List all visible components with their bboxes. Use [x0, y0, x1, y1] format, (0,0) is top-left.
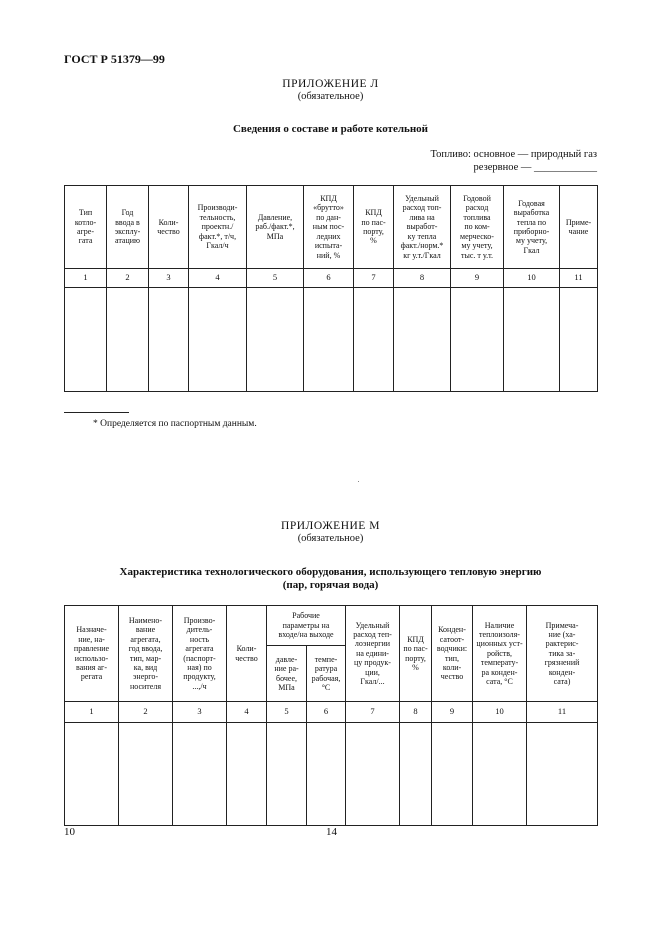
table-cell	[173, 723, 227, 826]
header-text: Гкал/...	[360, 677, 385, 687]
header-text: расход топ-	[402, 203, 442, 213]
header-text: носителя	[129, 681, 162, 691]
document-code: ГОСТ Р 51379—99	[64, 52, 165, 66]
header-text: конден-	[548, 667, 576, 677]
column-number: 2	[119, 702, 173, 723]
header-text: гата	[78, 236, 93, 246]
footnote-rule	[64, 412, 129, 413]
column-header	[267, 646, 307, 702]
header-text: тип, мар-	[129, 653, 162, 663]
table-cell	[560, 288, 598, 392]
header-text: факт.*, т/ч,	[198, 231, 237, 241]
column-header	[247, 186, 304, 269]
table-cell	[432, 723, 473, 826]
header-text: топлива	[463, 212, 491, 222]
column-header	[304, 186, 354, 269]
header-text: тыс. т у.т.	[460, 250, 493, 260]
header-text: рактерис-	[545, 639, 579, 649]
table-cell	[247, 288, 304, 392]
table-cell	[227, 723, 267, 826]
header-text: ние, на-	[78, 634, 105, 644]
header-text: чество	[157, 227, 180, 236]
header-text: расход	[465, 203, 489, 213]
header-text: ние (ха-	[548, 629, 576, 639]
header-text: ность	[189, 634, 210, 644]
table-cell	[107, 288, 149, 392]
column-header	[451, 186, 504, 269]
table-cell	[307, 723, 346, 826]
column-header	[394, 186, 451, 269]
header-text: сата)	[553, 677, 571, 687]
table-cell	[65, 288, 107, 392]
header-text: КПД	[320, 194, 337, 204]
column-header	[473, 606, 527, 702]
header-text: продукту,	[183, 672, 216, 682]
header-text: Коли-	[158, 217, 179, 227]
column-header	[307, 646, 346, 702]
header-text: давле-	[275, 654, 298, 664]
header-text: порту,	[363, 227, 384, 236]
header-text: Назначе-	[76, 625, 107, 635]
header-text: атацию	[114, 236, 141, 246]
header-text: параметры на	[282, 620, 330, 630]
column-number: 9	[432, 702, 473, 723]
header-text: проектн./	[201, 222, 234, 232]
header-text: раб./факт.*,	[255, 222, 295, 232]
column-number: 1	[65, 702, 119, 723]
header-text: лоэнергии	[354, 639, 391, 649]
header-text: по пас-	[403, 644, 428, 654]
header-text: коли-	[442, 662, 462, 672]
header-text: сатоот-	[439, 634, 465, 644]
header-text: тика за-	[548, 648, 576, 658]
column-number: 7	[346, 702, 400, 723]
column-header	[432, 606, 473, 702]
header-text: агрегата,	[130, 634, 161, 644]
header-text: МПа	[266, 231, 284, 241]
column-header	[107, 186, 149, 269]
appendix-l-heading: Сведения о составе и работе котельной	[232, 123, 429, 135]
header-text: факт./норм.*	[400, 241, 444, 251]
column-header	[527, 606, 598, 702]
page-number-center: 14	[326, 826, 337, 838]
header-text: ввода в	[115, 217, 140, 227]
column-number: 6	[304, 269, 354, 288]
table-cell	[473, 723, 527, 826]
table-equipment	[64, 605, 598, 826]
column-number: 10	[473, 702, 527, 723]
appendix-m-heading-line2: (пар, горячая вода)	[282, 579, 379, 591]
column-number: 5	[267, 702, 307, 723]
header-text: эксплу-	[114, 227, 141, 236]
header-text: сата, °С	[486, 677, 513, 687]
header-text: темпе-	[314, 654, 338, 664]
column-number: 5	[247, 269, 304, 288]
header-text: Годовой	[463, 194, 491, 204]
header-text: лива на	[409, 212, 435, 222]
column-header	[504, 186, 560, 269]
header-text: выработ-	[406, 222, 438, 232]
header-text: Примеча-	[545, 620, 579, 630]
header-text: Удельный	[355, 620, 390, 630]
header-text: «брутто»	[313, 203, 344, 213]
table-cell	[394, 288, 451, 392]
column-header	[346, 606, 400, 702]
appendix-m-status: (обязательное)	[297, 533, 364, 544]
header-text: дитель-	[186, 625, 213, 635]
appendix-m-title: ПРИЛОЖЕНИЕ М	[281, 520, 380, 532]
header-text: рабочая,	[311, 673, 341, 683]
header-text: ние ра-	[274, 664, 299, 674]
header-text: Наличие	[484, 620, 515, 630]
header-text: Коли-	[236, 644, 257, 654]
header-text: Удельный	[405, 194, 439, 204]
column-number: 11	[560, 269, 598, 288]
header-text: %	[412, 662, 419, 672]
fuel-reserve: резервное — ____________	[473, 162, 597, 173]
column-number: 7	[354, 269, 394, 288]
header-text: по пас-	[361, 217, 386, 227]
column-header	[227, 606, 267, 702]
header-text: Рабочие	[292, 611, 320, 621]
header-text: на едини-	[356, 648, 389, 658]
header-text: тип,	[444, 653, 460, 663]
header-text: чество	[235, 653, 258, 663]
column-number: 6	[307, 702, 346, 723]
column-header	[173, 606, 227, 702]
header-text: агрегата	[185, 644, 214, 654]
header-text: Гкал	[523, 245, 540, 255]
header-text: тепла по	[516, 217, 547, 227]
column-header	[267, 606, 346, 646]
appendix-l-title: ПРИЛОЖЕНИЕ Л	[282, 78, 379, 90]
table-cell	[267, 723, 307, 826]
column-number: 3	[149, 269, 189, 288]
header-text: Тип	[78, 208, 93, 218]
header-text: ку тепла	[407, 231, 437, 241]
header-text: водчики:	[436, 644, 468, 654]
column-header	[354, 186, 394, 269]
header-text: приборно-	[513, 227, 550, 236]
header-text: ционных уст-	[476, 639, 523, 649]
header-text: (паспорт-	[183, 653, 216, 663]
header-text: по дан-	[316, 212, 341, 222]
column-number: 4	[189, 269, 247, 288]
column-header	[400, 606, 432, 702]
header-text: Год	[121, 208, 134, 218]
column-header	[149, 186, 189, 269]
column-number: 1	[65, 269, 107, 288]
header-text: Производи-	[197, 203, 238, 213]
header-text: грязнений	[544, 658, 580, 668]
header-text: ний, %	[316, 250, 341, 260]
header-text: бочее,	[276, 673, 297, 683]
table-cell	[451, 288, 504, 392]
header-text: энерго-	[132, 672, 158, 682]
header-text: ции,	[365, 667, 380, 677]
header-text: агре-	[76, 227, 95, 236]
header-text: Приме-	[565, 217, 592, 227]
footnote: * Определяется по паспортным данным.	[93, 419, 257, 429]
table-cell	[504, 288, 560, 392]
column-number: 4	[227, 702, 267, 723]
header-text: вание	[135, 625, 156, 635]
appendix-l-status: (обязательное)	[297, 91, 364, 102]
header-text: Годовая	[518, 198, 545, 208]
header-text: регата	[80, 672, 103, 682]
header-text: МПа	[278, 682, 295, 692]
header-text: Гкал/ч	[206, 241, 229, 251]
header-text: °С	[321, 682, 331, 692]
column-header	[189, 186, 247, 269]
column-header	[65, 186, 107, 269]
header-text: порту,	[405, 653, 426, 663]
table-cell	[119, 723, 173, 826]
fuel-main: Топливо: основное — природный газ	[430, 149, 597, 160]
header-text: Наимено-	[128, 615, 163, 625]
column-header	[560, 186, 598, 269]
table-cell	[149, 288, 189, 392]
header-text: по ком-	[464, 222, 490, 232]
column-number: 2	[107, 269, 149, 288]
header-text: теплоизоля-	[479, 629, 520, 639]
page-number-left: 10	[64, 826, 75, 838]
table-boiler-info	[64, 185, 598, 392]
table-cell	[354, 288, 394, 392]
header-text: КПД	[407, 634, 424, 644]
header-text: правление	[73, 644, 110, 654]
column-header	[65, 606, 119, 702]
header-text: КПД	[365, 208, 382, 218]
header-text: Произво-	[183, 615, 216, 625]
column-number: 8	[400, 702, 432, 723]
header-text: испыта-	[314, 241, 343, 251]
header-text: ным пос-	[312, 222, 345, 232]
column-number: 3	[173, 702, 227, 723]
header-text: тельность,	[199, 212, 236, 222]
header-text: цу продук-	[354, 658, 391, 668]
table-cell	[65, 723, 119, 826]
header-text: %	[370, 236, 377, 246]
column-number: 10	[504, 269, 560, 288]
header-text: му учету,	[461, 241, 493, 251]
header-text: ратура	[314, 664, 338, 674]
header-text: котло-	[74, 217, 97, 227]
header-text: Конден-	[438, 625, 466, 635]
header-text: вания аг-	[76, 662, 107, 672]
header-text: му учету,	[515, 236, 548, 246]
column-number: 11	[527, 702, 598, 723]
header-text: ка, вид	[133, 662, 158, 672]
column-number: 9	[451, 269, 504, 288]
table-cell	[346, 723, 400, 826]
header-text: расход теп-	[353, 629, 392, 639]
header-text: ледних	[316, 231, 341, 241]
header-text: ройств,	[486, 648, 513, 658]
table-cell	[527, 723, 598, 826]
header-text: использо-	[74, 653, 109, 663]
header-text: чество	[440, 672, 464, 682]
header-text: выработка	[513, 208, 550, 218]
header-text: Давление,	[257, 212, 293, 222]
header-text: температу-	[480, 658, 519, 668]
scan-dot	[358, 481, 359, 482]
header-text: год ввода,	[128, 644, 163, 654]
appendix-m-heading-line1: Характеристика технологического оборудования, использующего тепловую энергию	[119, 566, 542, 578]
header-text: входе/на выходе	[278, 630, 334, 640]
header-text: мерческо-	[460, 231, 494, 241]
table-cell	[304, 288, 354, 392]
table-cell	[189, 288, 247, 392]
column-header	[119, 606, 173, 702]
header-text: ная) по	[187, 662, 212, 672]
column-number: 8	[394, 269, 451, 288]
header-text: чание	[568, 227, 589, 236]
table-cell	[400, 723, 432, 826]
header-text: ра конден-	[481, 667, 518, 677]
header-text: кг у.т./Гкал	[403, 250, 441, 260]
header-text: ...,/ч	[192, 681, 207, 691]
